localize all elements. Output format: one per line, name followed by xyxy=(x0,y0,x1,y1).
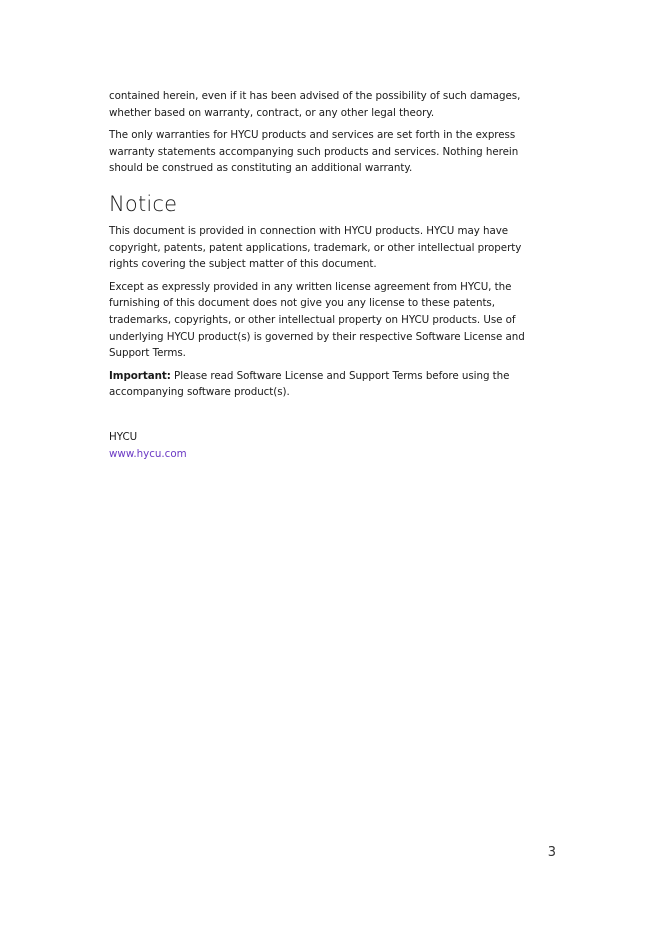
intro-paragraph-1: contained herein, even if it has been advised of the possibility of such damages, whether based on warranty, contract, or any other legal theory. xyxy=(109,90,521,119)
contact-block xyxy=(109,429,549,462)
intro-paragraph-2: The only warranties for HYCU products and services are set forth in the express warranty statements accompanying such products and services. Nothing herein should be construed as constituting an additional warranty. xyxy=(109,129,519,175)
notice-heading: Notice xyxy=(109,191,178,216)
important-label: Important: xyxy=(109,369,171,382)
page-number: 3 xyxy=(547,845,556,860)
notice-paragraph-2: Except as expressly provided in any written license agreement from HYCU, the furnishing of this document does not give you any license to these patents, trademarks, copyrights, or other intellectual property on HYCU products. Use of underlying HYCU product(s) is governed by their respective Software License and Support Terms. xyxy=(109,280,525,360)
page-content xyxy=(109,88,549,462)
notice-paragraph-1: This document is provided in connection with HYCU products. HYCU may have copyright, patents, patent applications, trademark, or other intellectual property rights covering the subject matter of this document. xyxy=(109,224,522,271)
website-link[interactable]: www.hycu.com xyxy=(109,447,187,460)
important-text: Please read Software License and Support Terms before using the accompanying software product(s). xyxy=(109,369,510,399)
important-paragraph xyxy=(109,368,549,401)
company-name: HYCU xyxy=(109,430,138,443)
